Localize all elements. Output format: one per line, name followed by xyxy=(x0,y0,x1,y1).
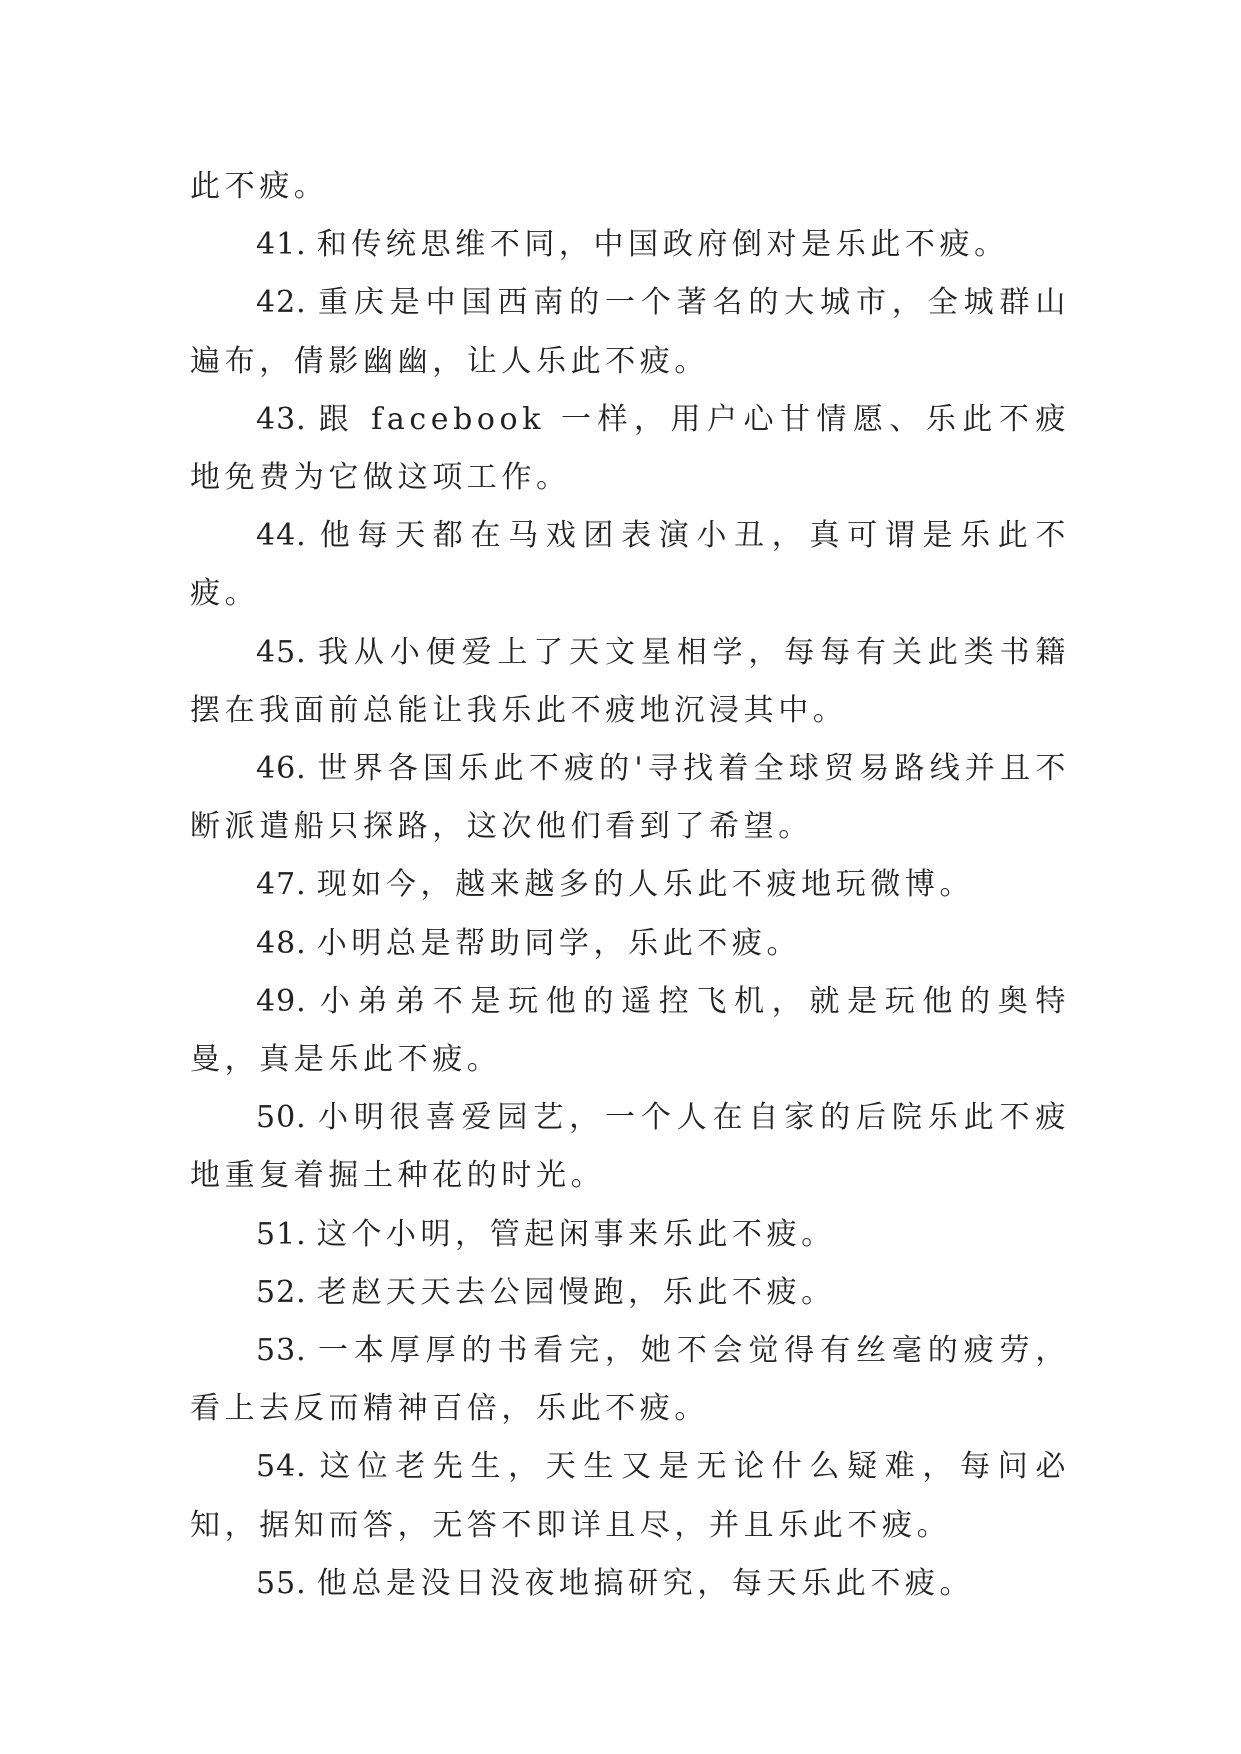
sentence-48 xyxy=(190,915,1070,973)
sentence-text: 他总是没日没夜地搞研究，每天乐此不疲。 xyxy=(316,1565,975,1601)
sentence-47 xyxy=(190,856,1070,914)
sentence-text: 现如今，越来越多的人乐此不疲地玩微博。 xyxy=(316,867,975,903)
sentence-number: 52. xyxy=(256,1274,307,1310)
sentence-text: 老赵天天去公园慢跑，乐此不疲。 xyxy=(316,1274,836,1310)
sentence-number: 42. xyxy=(256,285,307,321)
sentence-number: 51. xyxy=(256,1216,307,1252)
sentence-text: 小明总是帮助同学，乐此不疲。 xyxy=(316,925,802,961)
sentence-text: 小弟弟不是玩他的遥控飞机，就是玩他的奥特曼，真是乐此不疲。 xyxy=(190,983,1070,1078)
sentence-text: 和传统思维不同，中国政府倒对是乐此不疲。 xyxy=(316,227,1009,263)
sentence-number: 49. xyxy=(256,983,307,1019)
sentence-46 xyxy=(190,740,1070,856)
sentence-text: 重庆是中国西南的一个著名的大城市，全城群山遍布，倩影幽幽，让人乐此不疲。 xyxy=(190,285,1070,379)
sentence-number: 45. xyxy=(256,634,307,670)
paragraph-continuation xyxy=(190,158,1070,216)
sentence-44 xyxy=(190,507,1070,623)
sentence-53 xyxy=(190,1322,1070,1438)
document-body xyxy=(190,158,1070,1613)
sentence-number: 47. xyxy=(256,867,307,903)
sentence-text: 这位老先生，天生又是无论什么疑难，每问必知，据知而答，无答不即详且尽，并且乐此不疲。 xyxy=(190,1449,1070,1543)
sentence-number: 48. xyxy=(256,925,307,961)
sentence-49 xyxy=(190,973,1070,1089)
sentence-number: 41. xyxy=(256,227,307,263)
sentence-number: 55. xyxy=(256,1565,307,1601)
sentence-text: 跟 facebook 一样，用户心甘情愿、乐此不疲地免费为它做这项工作。 xyxy=(190,401,1070,496)
paragraph-text: 此不疲。 xyxy=(190,169,329,204)
sentence-number: 54. xyxy=(256,1449,307,1485)
sentence-text: 小明很喜爱园艺，一个人在自家的后院乐此不疲地重复着掘土种花的时光。 xyxy=(190,1100,1070,1194)
sentence-number: 43. xyxy=(256,401,307,437)
sentence-number: 53. xyxy=(256,1333,307,1369)
sentence-text: 世界各国乐此不疲的'寻找着全球贸易路线并且不断派遣船只探路，这次他们看到了希望。 xyxy=(190,751,1070,845)
sentence-54 xyxy=(190,1438,1070,1554)
sentence-text: 一本厚厚的书看完，她不会觉得有丝毫的疲劳，看上去反而精神百倍，乐此不疲。 xyxy=(190,1333,1070,1427)
sentence-text: 他每天都在马戏团表演小丑，真可谓是乐此不疲。 xyxy=(190,518,1070,612)
sentence-55 xyxy=(190,1555,1070,1613)
sentence-number: 44. xyxy=(256,518,307,554)
sentence-45 xyxy=(190,624,1070,740)
sentence-50 xyxy=(190,1089,1070,1205)
sentence-text: 这个小明，管起闲事来乐此不疲。 xyxy=(316,1216,836,1252)
sentence-number: 46. xyxy=(256,751,307,787)
sentence-52 xyxy=(190,1264,1070,1322)
sentence-51 xyxy=(190,1206,1070,1264)
sentence-text: 我从小便爱上了天文星相学，每每有关此类书籍摆在我面前总能让我乐此不疲地沉浸其中。 xyxy=(190,634,1070,728)
sentence-43 xyxy=(190,391,1070,507)
sentence-41 xyxy=(190,216,1070,274)
sentence-number: 50. xyxy=(256,1100,307,1136)
sentence-42 xyxy=(190,274,1070,390)
